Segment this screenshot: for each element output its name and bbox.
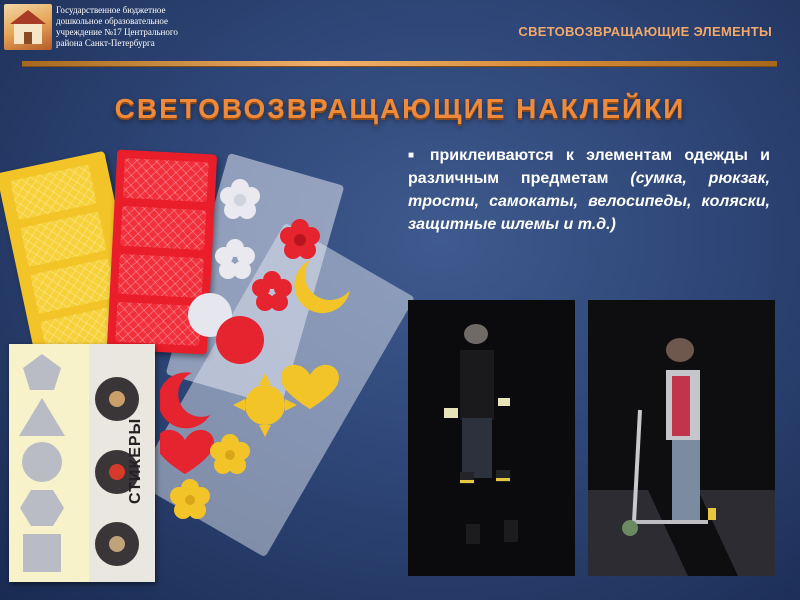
yellow-flower-icon [210,434,250,474]
description-text [408,144,770,236]
slide-title: СВЕТОВОЗВРАЩАЮЩИЕ НАКЛЕЙКИ [114,93,686,124]
red-flower-icon [252,271,292,311]
red-heart-icon [160,430,214,474]
boy-with-reflectors-photo [408,300,575,576]
yellow-tile [20,211,107,267]
circle-icon [22,442,62,482]
sticker-product-card [9,344,155,582]
bullet-main-text: приклеиваются к элементам одежды и различным предметам [408,147,770,187]
logo-roof [10,10,46,24]
kindergarten-logo [4,4,52,50]
red-smiley-icon [216,316,264,364]
section-title: СВЕТОВОЗВРАЩАЮЩИЕ ЭЛЕМЕНТЫ [518,24,772,39]
yellow-moon-icon [294,260,350,313]
white-flower-icon [215,239,255,279]
square-icon [23,534,61,572]
pentagon-icon [23,354,61,390]
girl-figure [588,300,775,576]
bullet-examples-text: (сумка, рюкзак, трости, самокаты, велосипеды, коляски, защитные шлемы и т.д.) [408,170,770,233]
hexagon-icon [20,490,64,526]
product-card-label: СТИКЕРЫ [127,417,144,504]
triangle-icon [19,398,65,436]
reflective-shapes [160,170,400,550]
bullet-square-icon: ■ [408,150,422,161]
yellow-flower-icon [170,479,210,519]
header-divider [22,61,777,67]
boy-figure [408,300,575,576]
yellow-tile [30,258,117,314]
yellow-tile [10,164,97,220]
girl-on-scooter-photo [588,300,775,576]
white-flower-icon [220,179,260,219]
logo-door [24,32,32,44]
red-flower-icon [280,219,320,259]
red-moon-icon [160,372,210,428]
organization-name: Государственное бюджетное дошкольное образовательное учреждение №17 Центрального района Санкт-Петербурга [56,5,178,48]
